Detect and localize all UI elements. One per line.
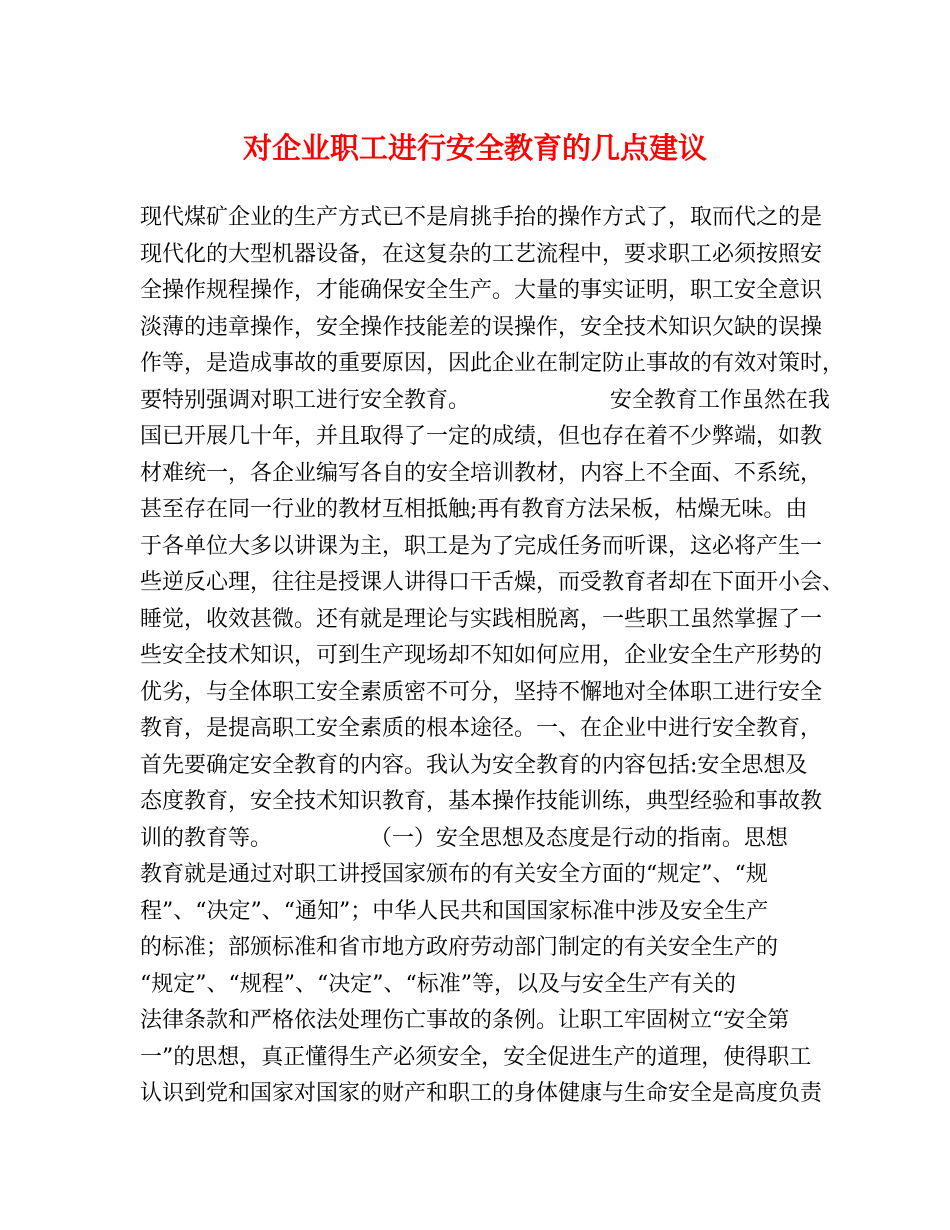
body-line: 现代化的大型机器设备，在这复杂的工艺流程中，要求职工必须按照安 xyxy=(140,241,823,267)
body-line: 的标准；部颁标准和省市地方政府劳动部门制定的有关安全生产的 xyxy=(140,935,779,960)
body-line: 态度教育，安全技术知识教育，基本操作技能训练，典型经验和事故教 xyxy=(140,789,823,814)
body-line: 睡觉，收效甚微。还有就是理论与实践相脱离，一些职工虽然掌握了一 xyxy=(140,606,823,632)
body-line: 优劣，与全体职工安全素质密不可分，坚持不懈地对全体职工进行安全 xyxy=(140,679,823,705)
body-line: 现代煤矿企业的生产方式已不是肩挑手抬的操作方式了，取而代之的是 xyxy=(140,205,823,230)
body-line: 些逆反心理，往往是授课人讲得口干舌燥，而受教育者却在下面开小会、 xyxy=(140,570,845,595)
document-body xyxy=(140,200,845,1113)
body-line: 一”的思想，真正懂得生产必须安全，安全促进生产的道理，使得职工 xyxy=(140,1044,812,1070)
body-line: 些安全技术知识，可到生产现场却不知如何应用，企业安全生产形势的 xyxy=(140,643,823,668)
body-line: 要特别强调对职工进行安全教育。 安全教育工作虽然在我 xyxy=(140,387,830,413)
body-line: 首先要确定安全教育的内容。我认为安全教育的内容包括:安全思想及 xyxy=(140,752,808,778)
body-line: 甚至存在同一行业的教材互相抵触;再有教育方法呆板，枯燥无味。由 xyxy=(140,497,808,522)
body-line: 淡薄的违章操作，安全操作技能差的误操作，安全技术知识欠缺的误操 xyxy=(140,314,823,340)
body-line: 作等，是造成事故的重要原因，因此企业在制定防止事故的有效对策时， xyxy=(140,351,845,376)
document-title: 对企业职工进行安全教育的几点建议 xyxy=(242,131,707,165)
body-line: 材难统一，各企业编写各自的安全培训教材，内容上不全面、不系统， xyxy=(140,460,823,486)
body-line: 认识到党和国家对国家的财产和职工的身体健康与生命安全是高度负责 xyxy=(140,1081,823,1106)
body-line: 法律条款和严格依法处理伤亡事故的条例。让职工牢固树立“安全第 xyxy=(140,1008,790,1033)
body-line: 教育，是提高职工安全素质的根本途径。一、在企业中进行安全教育， xyxy=(140,716,823,741)
body-line: 国已开展几十年，并且取得了一定的成绩，但也存在着不少弊端，如教 xyxy=(140,424,823,449)
body-line: 教育就是通过对职工讲授国家颁布的有关安全方面的“规定”、“规 xyxy=(140,862,768,887)
body-line: 全操作规程操作，才能确保安全生产。大量的事实证明，职工安全意识 xyxy=(140,278,823,303)
body-line: 训的教育等。 （一）安全思想及态度是行动的指南。思想 xyxy=(140,825,788,851)
body-line: “规定”、“规程”、“决定”、“标准”等，以及与安全生产有关的 xyxy=(140,971,736,997)
body-line: 于各单位大多以讲课为主，职工是为了完成任务而听课，这必将产生一 xyxy=(140,533,823,559)
body-line: 程”、“决定”、“通知”；中华人民共和国国家标准中涉及安全生产 xyxy=(140,898,769,924)
